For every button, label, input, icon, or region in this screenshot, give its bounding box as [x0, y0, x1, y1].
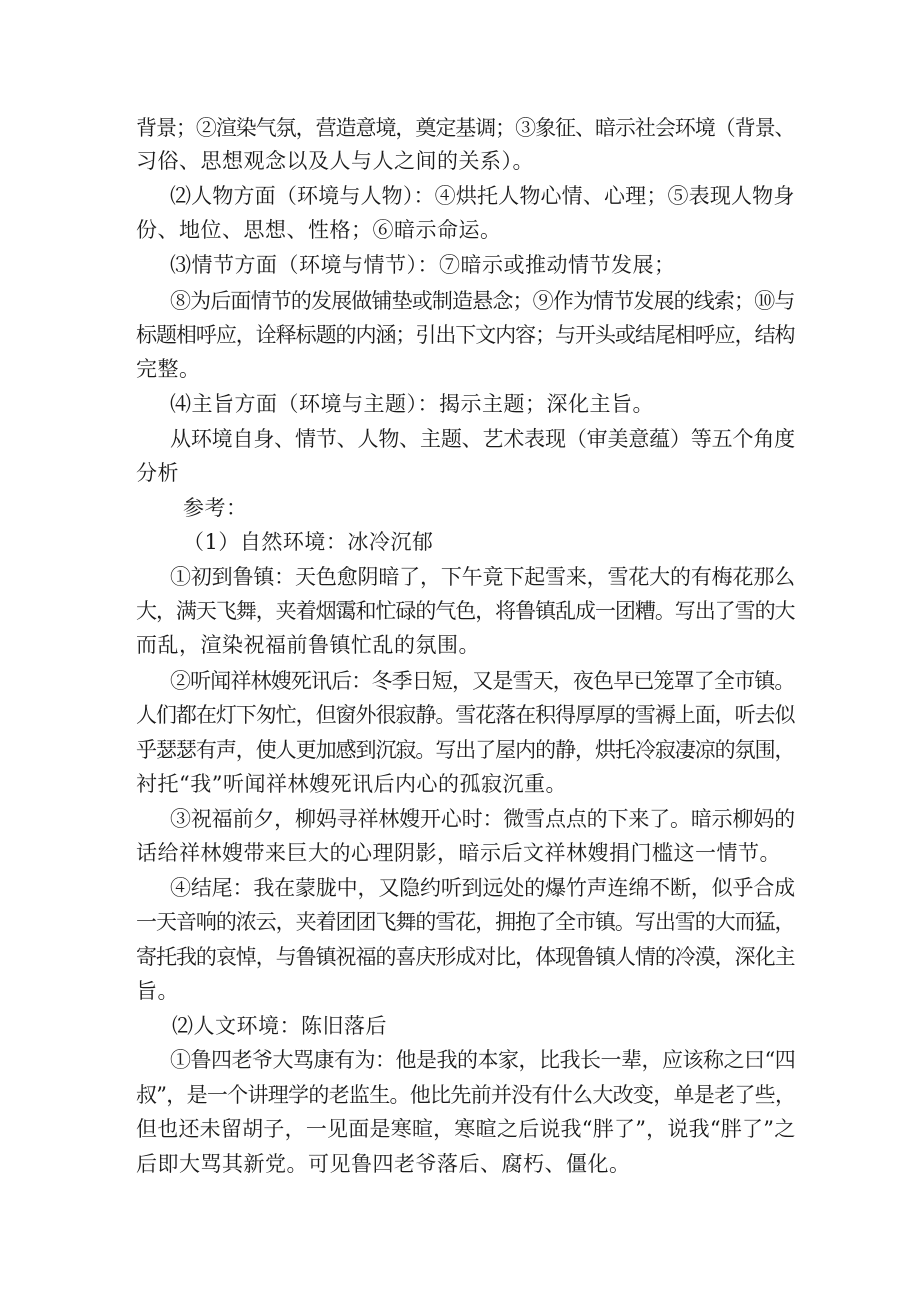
text-line: ④结尾：我在蒙胧中，又隐约听到远处的爆竹声连绵不断，似乎合成: [170, 876, 795, 900]
text-line: 人们都在灯下匆忙，但窗外很寂静。雪花落在积得厚厚的雪褥上面，听去似: [136, 703, 795, 727]
text-line: （1）自然环境：冰冷沉郁: [183, 530, 434, 554]
text-line: ②听闻祥林嫂死讯后：冬季日短，又是雪天，夜色早已笼罩了全市镇。: [170, 669, 795, 693]
text-line: 习俗、思想观念以及人与人之间的关系）。: [136, 149, 534, 173]
text-line: 完整。: [136, 357, 201, 381]
text-line: ③祝福前夕，柳妈寻祥林嫂开心时：微雪点点的下来了。暗示柳妈的: [170, 807, 795, 831]
text-line: 乎瑟瑟有声，使人更加感到沉寂。写出了屋内的静，烘托冷寂凄凉的氛围，: [136, 738, 795, 762]
text-line: ⑶情节方面（环境与情节）：⑦暗示或推动情节发展；: [170, 253, 676, 277]
text-line: 背景；②渲染气氛，营造意境，奠定基调；③象征、暗示社会环境（背景、: [136, 116, 795, 140]
text-line: 但也还未留胡子，一见面是寒暄，寒暄之后说我“胖了”，说我“胖了”之: [136, 1117, 796, 1141]
text-line: 寄托我的哀悼，与鲁镇祝福的喜庆形成对比，体现鲁镇人情的冷漠，深化主: [136, 945, 795, 969]
text-line: ⑵人物方面（环境与人物）：④烘托人物心情、心理；⑤表现人物身: [170, 184, 795, 208]
text-line: ⑵人文环境：陈旧落后: [172, 1014, 387, 1038]
text-line: 后即大骂其新党。可见鲁四老爷落后、腐朽、僵化。: [136, 1152, 631, 1176]
text-line: 叔”，是一个讲理学的老监生。他比先前并没有什么大改变，单是老了些，: [136, 1083, 796, 1107]
text-line: 从环境自身、情节、人物、主题、艺术表现（审美意蕴）等五个角度: [170, 427, 795, 451]
text-line: 话给祥林嫂带来巨大的心理阴影，暗示后文祥林嫂捐门槛这一情节。: [136, 841, 781, 865]
text-line: 分析: [136, 461, 179, 485]
text-line: 标题相呼应，诠释标题的内涵；引出下文内容；与开头或结尾相呼应，结构: [136, 323, 795, 347]
text-line: ①初到鲁镇：天色愈阴暗了，下午竟下起雪来，雪花大的有梅花那么: [170, 565, 795, 589]
text-line: 大，满天飞舞，夹着烟霭和忙碌的气色，将鲁镇乱成一团糟。写出了雪的大: [136, 599, 795, 623]
text-line: 衬托“我”听闻祥林嫂死讯后内心的孤寂沉重。: [136, 772, 567, 796]
text-line: 旨。: [136, 979, 179, 1003]
text-line: ⑷主旨方面（环境与主题）：揭示主题；深化主旨。: [170, 392, 654, 416]
text-line: 份、地位、思想、性格；⑥暗示命运。: [136, 218, 502, 242]
text-line: ①鲁四老爷大骂康有为：他是我的本家，比我长一辈，应该称之曰“四: [170, 1048, 796, 1072]
text-line: ⑧为后面情节的发展做铺垫或制造悬念；⑨作为情节发展的线索；⑩与: [170, 289, 795, 313]
text-line: 参考：: [183, 496, 248, 520]
text-line: 而乱，渲染祝福前鲁镇忙乱的氛围。: [136, 633, 480, 657]
text-line: 一天音响的浓云，夹着团团飞舞的雪花，拥抱了全市镇。写出雪的大而猛，: [136, 910, 795, 934]
